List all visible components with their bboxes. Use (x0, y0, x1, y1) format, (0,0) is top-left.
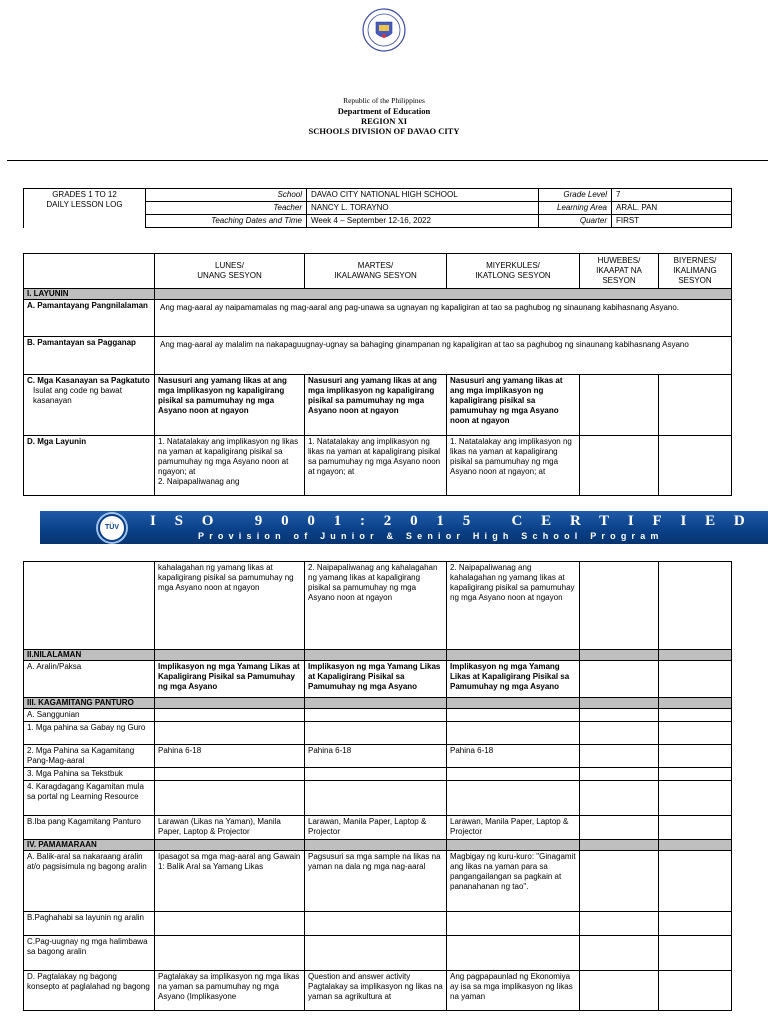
teacher-value: NANCY L. TORAYNO (307, 202, 539, 215)
cell-thursday (580, 375, 659, 436)
republic-line: Republic of the Philippines (343, 96, 425, 105)
cell-tuesday: Larawan, Manila Paper, Laptop & Projector (305, 816, 447, 840)
cell-thursday (580, 562, 659, 650)
cell-monday: Larawan (Likas na Yaman), Manila Paper, Laptop & Projector (155, 816, 305, 840)
row-text: Ang mag-aaral ay naipamamalas ng mag-aaral ang pag-unawa sa ugnayan ng kapaligiran at tao sa paghubog ng sinaunang kabihasnang Asyano. (155, 300, 732, 337)
cell-wednesday: Nasusuri ang yamang likas at ang mga implikasyon ng kapaligirang pisikal sa pamumuhay ng mga Asyano noon at ngayon (447, 375, 580, 436)
grade-value: 7 (612, 189, 732, 202)
section-layunin: I. LAYUNIN (24, 289, 732, 300)
cell-tuesday: Question and answer activity Pagtalakay sa implikasyon ng likas na yaman sa agrikultura at (305, 971, 447, 1011)
quarter-value: FIRST (612, 215, 732, 228)
table-row (24, 912, 732, 936)
cell-wednesday: Pahina 6-18 (447, 745, 580, 768)
row-label: 3. Mga Pahina sa Tekstbuk (24, 768, 155, 781)
table-row (24, 851, 732, 912)
column-header-row (24, 254, 732, 289)
table-row (24, 768, 732, 781)
row-label: A. Sanggunian (24, 709, 155, 722)
cell-tuesday: Nasusuri ang yamang likas at ang mga implikasyon ng kapaligirang pisikal sa pamumuhay ng mga Asyano noon at ngayon (305, 375, 447, 436)
cell-wednesday: Larawan, Manila Paper, Laptop & Projector (447, 816, 580, 840)
row-label: B.Iba pang Kagamitang Panturo (24, 816, 155, 840)
row-text: Ang mag-aaral ay malalim na nakapaguugnay-ugnay sa bahaging ginampanan ng kapaligiran at tao sa paghubog ng sinaunang kabihasnang Asyano (155, 337, 732, 375)
iso-text: ISO 9001:2015 CERTIFIED (150, 513, 764, 529)
table-row (24, 722, 732, 745)
cell-monday: Ipasagot sa mga mag-aaral ang Gawain 1: Balik Aral sa Yamang Likas (155, 851, 305, 912)
row-label: C. Mga Kasanayan sa Pagkatuto Isulat ang code ng bawat kasanayan (24, 375, 155, 436)
row-label: 2. Mga Pahina sa Kagamitang Pang-Mag-aaral (24, 745, 155, 768)
section-nilalaman: II.NILALAMAN (24, 650, 732, 661)
section-pamamaraan: IV. PAMAMARAAN (24, 840, 732, 851)
region-line: REGION XI (360, 116, 408, 126)
cell-tuesday: Pahina 6-18 (305, 745, 447, 768)
cell-tuesday: Pagsusuri sa mga sample na likas na yaman na dala ng mga nag-aaral (305, 851, 447, 912)
grade-label: Grade Level (539, 189, 612, 202)
tuv-logo-icon: TÜV (98, 514, 126, 542)
cell-friday (659, 562, 732, 650)
corner-cell (24, 254, 155, 289)
cell-wednesday: Magbigay ng kuru-kuro: "Ginagamit ang likas na yaman para sa pangangailangan sa pagkain at pananahanan ng tao". (447, 851, 580, 912)
cell-friday (659, 436, 732, 496)
lesson-log-table (23, 253, 732, 496)
department-line: Department of Education (337, 106, 431, 116)
table-row (24, 375, 732, 436)
cell-wednesday: 2. Naipapaliwanag ang kahalagahan ng yamang likas at kapaligirang pisikal sa pamumuhay ng mga Asyano noon at ngayon (447, 562, 580, 650)
table-row (24, 436, 732, 496)
cell-thursday (580, 661, 659, 698)
table-row (24, 745, 732, 768)
table-row (24, 971, 732, 1011)
cell-wednesday: 1. Natatalakay ang implikasyon ng likas na yaman at kapaligirang pisikal sa pamumuhay ng mga Asyano noon at ngayon; at (447, 436, 580, 496)
provision-text: Provision of Junior & Senior High School Program (198, 531, 664, 541)
dates-label: Teaching Dates and Time (146, 215, 307, 228)
col-monday: LUNES/ UNANG SESYON (155, 254, 305, 289)
table-row (24, 300, 732, 337)
row-label (24, 562, 155, 650)
col-wednesday: MIYERKULES/ IKATLONG SESYON (447, 254, 580, 289)
table-row (24, 562, 732, 650)
cell-wednesday: Implikasyon ng mga Yamang Likas at Kapaligirang Pisikal sa Pamumuhay ng mga Asyano (447, 661, 580, 698)
cell-tuesday: Implikasyon ng mga Yamang Likas at Kapaligirang Pisikal sa Pamumuhay ng mga Asyano (305, 661, 447, 698)
row-label: B.Paghahabi sa layunin ng aralin (24, 912, 155, 936)
quarter-label: Quarter (539, 215, 612, 228)
col-thursday: HUWEBES/ IKAAPAT NA SESYON (580, 254, 659, 289)
cell-monday: Implikasyon ng mga Yamang Likas at Kapaligirang Pisikal sa Pamumuhay ng mga Asyano (155, 661, 305, 698)
table-row (24, 936, 732, 971)
table-row (24, 781, 732, 816)
dll-title-line1: GRADES 1 TO 12 (52, 190, 117, 199)
lesson-info-table (23, 188, 732, 228)
row-label: D. Pagtalakay ng bagong konsepto at paglalahad ng bagong (24, 971, 155, 1011)
cell-monday: Nasusuri ang yamang likas at ang mga implikasyon ng kapaligirang pisikal sa pamumuhay ng mga Asyano noon at ngayon (155, 375, 305, 436)
dates-value: Week 4 – September 12-16, 2022 (307, 215, 539, 228)
lesson-log-table-continued (23, 561, 732, 1011)
cell-monday: kahalagahan ng yamang likas at kapaligirang pisikal sa pamumuhay ng mga Asyano noon at ngayon (155, 562, 305, 650)
table-row (24, 337, 732, 375)
row-label: A. Pamantayang Pangnilalaman (24, 300, 155, 337)
row-label: B. Pamantayan sa Pagganap (24, 337, 155, 375)
col-tuesday: MARTES/ IKALAWANG SESYON (305, 254, 447, 289)
cell-wednesday: Ang pagpapaunlad ng Ekonomiya ay isa sa mga implikasyon ng likas na yaman (447, 971, 580, 1011)
cell-friday (659, 375, 732, 436)
cell-monday: Pahina 6-18 (155, 745, 305, 768)
row-label: A. Balik-aral sa nakaraang aralin at/o pagsisimula ng bagong aralin (24, 851, 155, 912)
col-friday: BIYERNES/ IKALIMANG SESYON (659, 254, 732, 289)
cell-monday: 1. Natatalakay ang implikasyon ng likas na yaman at kapaligirang pisikal sa pamumuhay ng mga Asyano noon at ngayon; at 2. Naipapaliwanag ang (155, 436, 305, 496)
table-row (24, 816, 732, 840)
area-value: ARAL. PAN (612, 202, 732, 215)
section-kagamitan: III. KAGAMITANG PANTURO (24, 698, 732, 709)
row-label: 4. Karagdagang Kagamitan mula sa portal ng Learning Resource (24, 781, 155, 816)
row-label: C.Pag-uugnay ng mga halimbawa sa bagong aralin (24, 936, 155, 971)
row-label: A. Aralin/Paksa (24, 661, 155, 698)
deped-seal (362, 8, 406, 52)
area-label: Learning Area (539, 202, 612, 215)
iso-certified-banner (40, 511, 768, 544)
cell-tuesday: 2. Naipapaliwanag ang kahalagahan ng yamang likas at kapaligirang pisikal sa pamumuhay ng mga Asyano noon at ngayon (305, 562, 447, 650)
division-line: SCHOOLS DIVISION OF DAVAO CITY (308, 126, 460, 136)
header-rule (7, 160, 768, 161)
school-value: DAVAO CITY NATIONAL HIGH SCHOOL (307, 189, 539, 202)
cell-tuesday: 1. Natatalakay ang implikasyon ng likas na yaman at kapaligirang pisikal sa pamumuhay ng mga Asyano noon at ngayon; at (305, 436, 447, 496)
cell-monday: Pagtalakay sa implikasyon ng mga likas na yaman sa pamumuhay ng mga Asyano (Implikasyone (155, 971, 305, 1011)
table-row (24, 661, 732, 698)
row-label: D. Mga Layunin (24, 436, 155, 496)
teacher-label: Teacher (146, 202, 307, 215)
dll-title-line2: DAILY LESSON LOG (46, 200, 123, 209)
letterhead (0, 96, 768, 136)
cell-friday (659, 661, 732, 698)
row-label: 1. Mga pahina sa Gabay ng Guro (24, 722, 155, 745)
table-row (24, 709, 732, 722)
dll-title (24, 189, 146, 228)
cell-thursday (580, 436, 659, 496)
school-label: School (146, 189, 307, 202)
